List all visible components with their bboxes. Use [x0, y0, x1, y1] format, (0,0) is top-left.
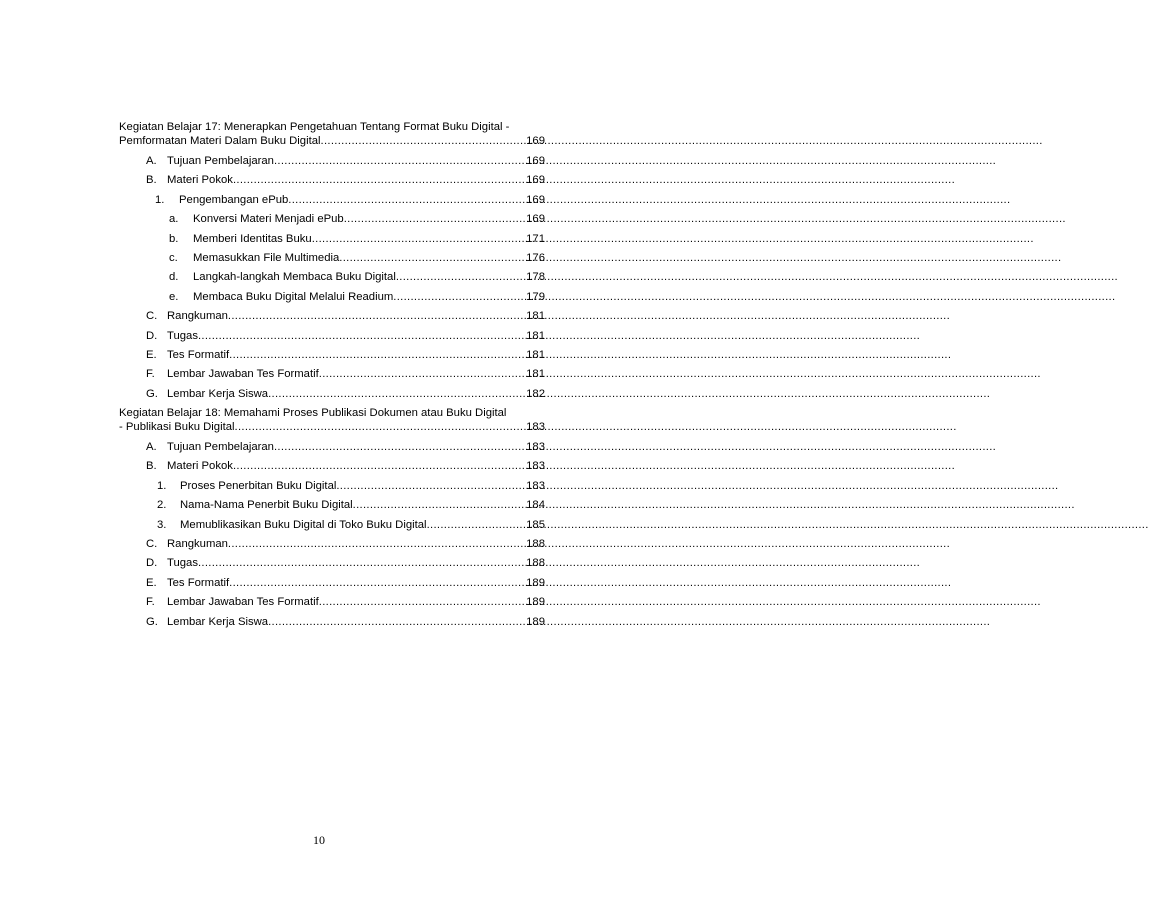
- toc-entry: [119, 498, 545, 517]
- page-ref: 189: [526, 576, 545, 589]
- entry-title: Memasukkan File Multimedia: [193, 251, 340, 264]
- toc-entry: [119, 193, 545, 212]
- entry-marker: a.: [169, 213, 179, 226]
- entry-title: Tugas: [167, 329, 198, 342]
- toc-entry: [119, 173, 545, 192]
- section-heading-line1: Kegiatan Belajar 18: Memahami Proses Publikasi Dokumen atau Buku Digital: [119, 407, 507, 420]
- dot-leader: [336, 479, 526, 493]
- page-ref: 181: [526, 348, 545, 361]
- entry-marker: C.: [146, 310, 158, 323]
- toc-section: [119, 406, 545, 634]
- entry-title: Tugas: [167, 557, 198, 570]
- entry-marker: d.: [169, 271, 179, 284]
- dot-leader: [229, 576, 526, 590]
- entry-marker: C.: [146, 538, 158, 551]
- entry-title: Proses Penerbitan Buku Digital: [180, 479, 337, 492]
- toc-entry: [119, 251, 545, 270]
- toc-entry: [119, 518, 545, 537]
- toc-entry: [119, 387, 545, 406]
- entry-marker: e.: [169, 290, 179, 303]
- entry-title: Tujuan Pembelajaran: [167, 155, 274, 167]
- page-ref: 188: [526, 538, 545, 551]
- entry-marker: b.: [169, 232, 179, 245]
- entry-marker: D.: [146, 329, 158, 342]
- section-heading: [119, 120, 545, 134]
- page-ref: 169: [526, 193, 545, 206]
- page-ref: 171: [526, 232, 545, 245]
- toc-entry: [119, 576, 545, 595]
- section-heading-continued: [119, 134, 545, 154]
- entry-title: Rangkuman: [167, 538, 228, 551]
- page-ref: 169: [526, 155, 545, 167]
- section-heading-continued: [119, 420, 545, 440]
- entry-marker: B.: [146, 174, 157, 187]
- entry-title: Langkah-langkah Membaca Buku Digital: [193, 271, 396, 284]
- entry-marker: A.: [146, 155, 157, 167]
- dot-leader: [321, 134, 527, 148]
- page-ref: 169: [526, 135, 545, 147]
- entry-marker: A.: [146, 441, 157, 454]
- toc-entry: [119, 270, 545, 289]
- dot-leader: [198, 556, 526, 570]
- entry-marker: G.: [146, 387, 158, 400]
- entry-title: Tujuan Pembelajaran: [167, 441, 274, 454]
- page-ref: 181: [526, 329, 545, 342]
- page-ref: 183: [526, 479, 545, 492]
- dot-leader: [393, 290, 526, 304]
- table-of-contents: [119, 120, 545, 634]
- entry-title: Memberi Identitas Buku: [193, 232, 312, 245]
- entry-title: Tes Formatif: [167, 576, 230, 589]
- toc-entry: [119, 479, 545, 498]
- toc-entry: [119, 309, 545, 328]
- page-ref: 181: [526, 310, 545, 323]
- dot-leader: [268, 387, 526, 401]
- entry-title: Memublikasikan Buku Digital di Toko Buku Digital: [180, 518, 427, 531]
- page-ref: 169: [526, 174, 545, 187]
- page-ref: 183: [526, 460, 545, 473]
- entry-title: Nama-Nama Penerbit Buku Digital: [180, 499, 353, 512]
- dot-leader: [339, 251, 526, 265]
- entry-marker: D.: [146, 557, 158, 570]
- entry-title: Membaca Buku Digital Melalui Readium: [193, 290, 394, 303]
- page-ref: 179: [526, 290, 545, 303]
- page-ref: 183: [526, 421, 545, 434]
- dot-leader: [312, 232, 526, 246]
- toc-entry: [119, 367, 545, 386]
- entry-title: Lembar Jawaban Tes Formatif: [167, 368, 319, 381]
- entry-marker: 1.: [155, 193, 165, 206]
- dot-leader: [274, 154, 526, 168]
- toc-entry: [119, 615, 545, 634]
- entry-title: Lembar Jawaban Tes Formatif: [167, 596, 319, 609]
- entry-marker: B.: [146, 460, 157, 473]
- entry-marker: F.: [146, 368, 155, 381]
- entry-title: Lembar Kerja Siswa: [167, 387, 269, 400]
- entry-title: Rangkuman: [167, 310, 228, 323]
- page-ref: 185: [526, 518, 545, 531]
- dot-leader: [344, 212, 526, 226]
- toc-entry: [119, 440, 545, 459]
- toc-entry: [119, 556, 545, 575]
- page-ref: 176: [526, 251, 545, 264]
- toc-entries: [119, 440, 545, 634]
- page-ref: 178: [526, 271, 545, 284]
- section-heading: [119, 406, 545, 420]
- section-heading-line2: Pemformatan Materi Dalam Buku Digital: [119, 135, 321, 147]
- page-ref: 189: [526, 615, 545, 628]
- toc-entry: [119, 537, 545, 556]
- toc-entries: [119, 154, 545, 406]
- dot-leader: [228, 537, 526, 551]
- toc-section: [119, 120, 545, 406]
- page-ref: 183: [526, 441, 545, 454]
- page-number: 10: [313, 833, 325, 847]
- dot-leader: [228, 309, 526, 323]
- entry-title: Tes Formatif: [167, 348, 230, 361]
- page-ref: 188: [526, 557, 545, 570]
- toc-entry: [119, 348, 545, 367]
- dot-leader: [233, 459, 526, 473]
- entry-marker: G.: [146, 615, 158, 628]
- dot-leader: [427, 518, 527, 532]
- entry-title: Materi Pokok: [167, 460, 233, 473]
- entry-marker: F.: [146, 596, 155, 609]
- page-ref: 189: [526, 596, 545, 609]
- entry-marker: E.: [146, 576, 157, 589]
- toc-entry: [119, 329, 545, 348]
- entry-title: Lembar Kerja Siswa: [167, 615, 269, 628]
- page-ref: 182: [526, 387, 545, 400]
- dot-leader: [319, 595, 526, 609]
- section-heading-line1: Kegiatan Belajar 17: Menerapkan Pengetahuan Tentang Format Buku Digital -: [119, 121, 510, 133]
- dot-leader: [319, 367, 526, 381]
- dot-leader: [235, 420, 527, 434]
- dot-leader: [353, 498, 526, 512]
- toc-entry: [119, 232, 545, 251]
- dot-leader: [274, 440, 526, 454]
- dot-leader: [233, 173, 526, 187]
- entry-title: Konversi Materi Menjadi ePub: [193, 213, 344, 226]
- dot-leader: [229, 348, 526, 362]
- entry-marker: 1.: [157, 479, 167, 492]
- dot-leader: [396, 270, 526, 284]
- toc-entry: [119, 290, 545, 309]
- page-ref: 169: [526, 213, 545, 226]
- entry-marker: c.: [169, 251, 178, 264]
- toc-entry: [119, 459, 545, 478]
- toc-entry: [119, 595, 545, 614]
- entry-marker: 2.: [157, 499, 167, 512]
- dot-leader: [268, 615, 526, 629]
- entry-title: Pengembangan ePub: [179, 193, 289, 206]
- toc-entry: [119, 154, 545, 173]
- toc-entry: [119, 212, 545, 231]
- entry-marker: E.: [146, 348, 157, 361]
- entry-title: Materi Pokok: [167, 174, 233, 187]
- page-ref: 181: [526, 368, 545, 381]
- dot-leader: [288, 193, 526, 207]
- page-ref: 184: [526, 499, 545, 512]
- dot-leader: [198, 329, 526, 343]
- entry-marker: 3.: [157, 518, 167, 531]
- section-heading-line2: - Publikasi Buku Digital: [119, 421, 235, 434]
